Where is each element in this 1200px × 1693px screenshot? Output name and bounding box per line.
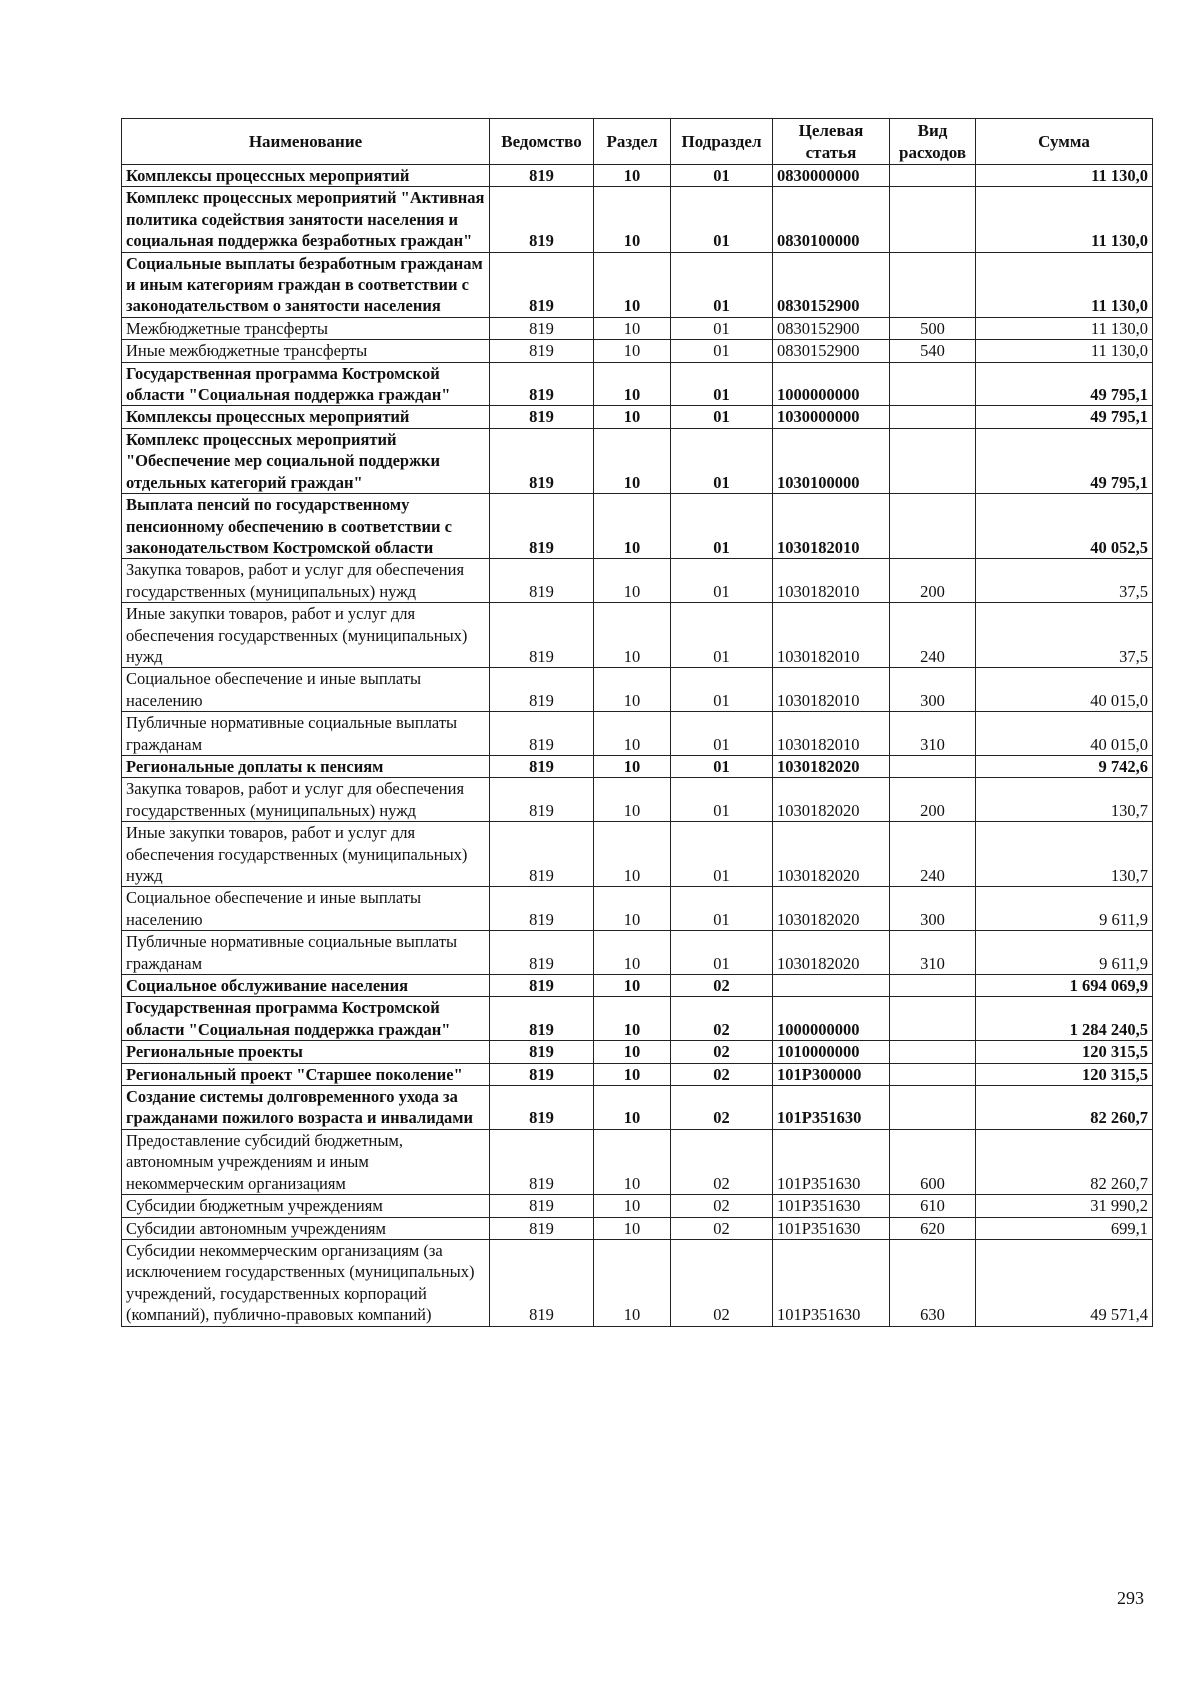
row-name: Комплексы процессных мероприятий [122,406,490,428]
table-row [122,340,1153,362]
table-body [122,165,1153,1327]
row-target-article: 1030182020 [773,887,890,931]
row-target-article: 1030182020 [773,931,890,975]
row-name: Публичные нормативные социальные выплаты гражданам [122,931,490,975]
row-target-article: 1030182020 [773,822,890,887]
row-section: 10 [594,494,671,559]
row-section: 10 [594,340,671,362]
row-expense-type: 600 [890,1129,976,1194]
row-department: 819 [490,975,594,997]
row-expense-type: 310 [890,931,976,975]
row-name: Иные закупки товаров, работ и услуг для обеспечения государственных (муниципальных) нужд [122,603,490,668]
row-target-article: 1030100000 [773,428,890,493]
row-target-article: 1030182010 [773,603,890,668]
row-department: 819 [490,778,594,822]
row-name: Закупка товаров, работ и услуг для обеспечения государственных (муниципальных) нужд [122,559,490,603]
row-expense-type: 310 [890,712,976,756]
row-section: 10 [594,887,671,931]
table-row [122,406,1153,428]
row-amount: 9 611,9 [976,887,1153,931]
row-subsection: 01 [671,887,773,931]
row-amount: 9 742,6 [976,755,1153,777]
row-expense-type [890,1041,976,1063]
row-subsection: 01 [671,603,773,668]
row-expense-type: 620 [890,1217,976,1239]
row-name: Комплекс процессных мероприятий "Обеспечение мер социальной поддержки отдельных категорий граждан" [122,428,490,493]
row-amount: 130,7 [976,778,1153,822]
row-amount: 11 130,0 [976,165,1153,187]
table-row [122,1217,1153,1239]
row-target-article: 1000000000 [773,362,890,406]
row-subsection: 02 [671,997,773,1041]
row-expense-type: 200 [890,559,976,603]
row-subsection: 01 [671,778,773,822]
row-subsection: 02 [671,1086,773,1130]
header-department: Ведомство [490,119,594,165]
row-amount: 11 130,0 [976,252,1153,317]
row-amount: 11 130,0 [976,187,1153,252]
row-expense-type [890,494,976,559]
row-department: 819 [490,997,594,1041]
row-expense-type: 630 [890,1239,976,1326]
row-department: 819 [490,1041,594,1063]
row-expense-type: 500 [890,317,976,339]
row-department: 819 [490,887,594,931]
row-amount: 120 315,5 [976,1041,1153,1063]
row-amount: 82 260,7 [976,1086,1153,1130]
row-amount: 31 990,2 [976,1195,1153,1217]
row-subsection: 01 [671,668,773,712]
table-row [122,1063,1153,1085]
row-target-article: 1030182010 [773,494,890,559]
row-section: 10 [594,187,671,252]
row-amount: 37,5 [976,559,1153,603]
row-expense-type: 240 [890,822,976,887]
row-section: 10 [594,252,671,317]
row-section: 10 [594,1217,671,1239]
header-subsection: Подраздел [671,119,773,165]
row-subsection: 01 [671,822,773,887]
row-target-article: 101P300000 [773,1063,890,1085]
table-row [122,362,1153,406]
row-name: Комплекс процессных мероприятий "Активная политика содействия занятости населения и социальная поддержка безработных граждан" [122,187,490,252]
table-row [122,975,1153,997]
row-target-article: 101P351630 [773,1086,890,1130]
table-row [122,165,1153,187]
row-subsection: 01 [671,712,773,756]
header-name: Наименование [122,119,490,165]
row-subsection: 01 [671,406,773,428]
page-number: 293 [1117,1588,1144,1608]
row-expense-type [890,755,976,777]
table-row [122,997,1153,1041]
row-name: Региональный проект "Старшее поколение" [122,1063,490,1085]
row-section: 10 [594,1129,671,1194]
row-name: Государственная программа Костромской области "Социальная поддержка граждан" [122,362,490,406]
row-target-article: 1030182010 [773,712,890,756]
row-section: 10 [594,997,671,1041]
row-subsection: 01 [671,187,773,252]
row-target-article: 1000000000 [773,997,890,1041]
row-department: 819 [490,1063,594,1085]
row-subsection: 01 [671,931,773,975]
row-expense-type [890,165,976,187]
header-target-article: Целевая статья [773,119,890,165]
row-subsection: 01 [671,165,773,187]
row-department: 819 [490,712,594,756]
row-target-article: 1030000000 [773,406,890,428]
row-subsection: 01 [671,362,773,406]
row-amount: 40 015,0 [976,668,1153,712]
row-department: 819 [490,362,594,406]
row-department: 819 [490,822,594,887]
row-expense-type [890,1063,976,1085]
row-amount: 40 015,0 [976,712,1153,756]
table-row [122,668,1153,712]
row-name: Выплата пенсий по государственному пенсионному обеспечению в соответствии с законодательством Костромской области [122,494,490,559]
row-target-article: 1030182010 [773,668,890,712]
row-section: 10 [594,822,671,887]
row-department: 819 [490,668,594,712]
table-row [122,317,1153,339]
row-section: 10 [594,1063,671,1085]
row-section: 10 [594,603,671,668]
row-expense-type [890,187,976,252]
row-amount: 1 284 240,5 [976,997,1153,1041]
row-section: 10 [594,778,671,822]
row-target-article: 1010000000 [773,1041,890,1063]
row-expense-type [890,428,976,493]
header-amount: Сумма [976,119,1153,165]
row-amount: 82 260,7 [976,1129,1153,1194]
row-amount: 49 795,1 [976,406,1153,428]
row-amount: 49 795,1 [976,362,1153,406]
row-target-article: 0830000000 [773,165,890,187]
row-target-article: 1030182020 [773,755,890,777]
row-subsection: 01 [671,340,773,362]
row-department: 819 [490,1239,594,1326]
row-name: Региональные проекты [122,1041,490,1063]
table-row [122,931,1153,975]
row-name: Публичные нормативные социальные выплаты гражданам [122,712,490,756]
row-target-article: 0830100000 [773,187,890,252]
row-expense-type [890,1086,976,1130]
row-department: 819 [490,187,594,252]
row-department: 819 [490,494,594,559]
row-section: 10 [594,362,671,406]
row-department: 819 [490,559,594,603]
row-amount: 120 315,5 [976,1063,1153,1085]
row-department: 819 [490,1086,594,1130]
row-section: 10 [594,406,671,428]
row-department: 819 [490,1195,594,1217]
row-name: Социальное обеспечение и иные выплаты населению [122,668,490,712]
row-amount: 40 052,5 [976,494,1153,559]
row-expense-type [890,997,976,1041]
row-section: 10 [594,1086,671,1130]
table-row [122,559,1153,603]
row-name: Государственная программа Костромской области "Социальная поддержка граждан" [122,997,490,1041]
row-target-article [773,975,890,997]
row-name: Закупка товаров, работ и услуг для обеспечения государственных (муниципальных) нужд [122,778,490,822]
row-section: 10 [594,755,671,777]
row-subsection: 01 [671,428,773,493]
row-target-article: 101P351630 [773,1217,890,1239]
row-name: Иные межбюджетные трансферты [122,340,490,362]
table-row [122,1041,1153,1063]
row-subsection: 01 [671,317,773,339]
row-expense-type: 540 [890,340,976,362]
table-row [122,1086,1153,1130]
row-department: 819 [490,340,594,362]
row-name: Субсидии автономным учреждениям [122,1217,490,1239]
row-target-article: 1030182010 [773,559,890,603]
row-department: 819 [490,931,594,975]
table-row [122,822,1153,887]
table-row [122,755,1153,777]
row-expense-type [890,252,976,317]
budget-sheet [121,118,1152,1327]
row-name: Создание системы долговременного ухода за гражданами пожилого возраста и инвалидами [122,1086,490,1130]
row-target-article: 0830152900 [773,340,890,362]
row-department: 819 [490,252,594,317]
row-subsection: 01 [671,494,773,559]
row-expense-type: 300 [890,887,976,931]
row-department: 819 [490,603,594,668]
row-name: Субсидии некоммерческим организациям (за исключением государственных (муниципальных) учреждений, государственных корпораций (компаний), публично-правовых компаний) [122,1239,490,1326]
row-target-article: 101P351630 [773,1195,890,1217]
row-amount: 49 795,1 [976,428,1153,493]
row-expense-type: 610 [890,1195,976,1217]
row-name: Предоставление субсидий бюджетным, автономным учреждениям и иным некоммерческим организациям [122,1129,490,1194]
row-expense-type [890,975,976,997]
row-subsection: 02 [671,1217,773,1239]
row-target-article: 1030182020 [773,778,890,822]
row-name: Региональные доплаты к пенсиям [122,755,490,777]
row-name: Социальное обслуживание населения [122,975,490,997]
row-department: 819 [490,1129,594,1194]
row-expense-type: 240 [890,603,976,668]
row-section: 10 [594,317,671,339]
table-row [122,778,1153,822]
row-department: 819 [490,755,594,777]
row-amount: 130,7 [976,822,1153,887]
row-department: 819 [490,165,594,187]
row-section: 10 [594,975,671,997]
row-subsection: 01 [671,559,773,603]
table-row [122,603,1153,668]
row-amount: 11 130,0 [976,340,1153,362]
table-row [122,1129,1153,1194]
row-amount: 1 694 069,9 [976,975,1153,997]
row-department: 819 [490,1217,594,1239]
row-section: 10 [594,165,671,187]
row-name: Межбюджетные трансферты [122,317,490,339]
table-row [122,712,1153,756]
row-name: Комплексы процессных мероприятий [122,165,490,187]
row-amount: 49 571,4 [976,1239,1153,1326]
table-row [122,187,1153,252]
row-subsection: 01 [671,252,773,317]
row-department: 819 [490,317,594,339]
row-target-article: 0830152900 [773,252,890,317]
row-subsection: 02 [671,1195,773,1217]
row-amount: 37,5 [976,603,1153,668]
row-subsection: 02 [671,975,773,997]
table-row [122,252,1153,317]
row-name: Иные закупки товаров, работ и услуг для обеспечения государственных (муниципальных) нужд [122,822,490,887]
row-expense-type [890,362,976,406]
row-subsection: 02 [671,1239,773,1326]
row-subsection: 02 [671,1129,773,1194]
row-section: 10 [594,1195,671,1217]
row-expense-type [890,406,976,428]
row-target-article: 0830152900 [773,317,890,339]
row-section: 10 [594,428,671,493]
header-row [122,119,1153,165]
row-amount: 11 130,0 [976,317,1153,339]
table-row [122,1239,1153,1326]
row-subsection: 02 [671,1041,773,1063]
header-section: Раздел [594,119,671,165]
row-amount: 699,1 [976,1217,1153,1239]
row-department: 819 [490,428,594,493]
table-row [122,428,1153,493]
table-row [122,1195,1153,1217]
row-section: 10 [594,931,671,975]
row-name: Субсидии бюджетным учреждениям [122,1195,490,1217]
row-section: 10 [594,1041,671,1063]
row-subsection: 01 [671,755,773,777]
row-section: 10 [594,712,671,756]
row-expense-type: 200 [890,778,976,822]
header-expense-type: Вид расходов [890,119,976,165]
row-section: 10 [594,1239,671,1326]
row-amount: 9 611,9 [976,931,1153,975]
row-subsection: 02 [671,1063,773,1085]
row-name: Социальные выплаты безработным гражданам и иным категориям граждан в соответствии с законодательством о занятости населения [122,252,490,317]
row-expense-type: 300 [890,668,976,712]
row-section: 10 [594,668,671,712]
table-row [122,887,1153,931]
row-department: 819 [490,406,594,428]
row-target-article: 101P351630 [773,1239,890,1326]
budget-table [121,118,1153,1327]
row-target-article: 101P351630 [773,1129,890,1194]
row-name: Социальное обеспечение и иные выплаты населению [122,887,490,931]
row-section: 10 [594,559,671,603]
table-row [122,494,1153,559]
